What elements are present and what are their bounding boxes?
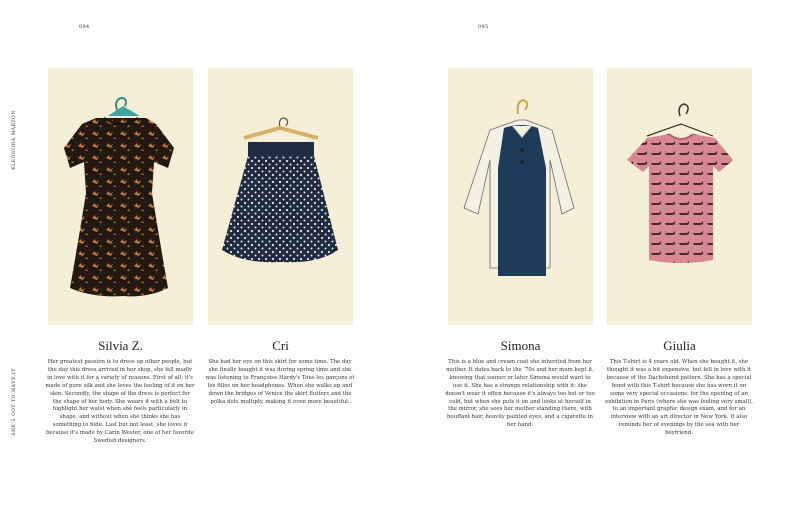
item-name-simona: Simona <box>500 338 541 353</box>
page-number-left: 094 <box>79 24 90 30</box>
item-name-silvia: Silvia Z. <box>98 338 143 353</box>
item-description-simona: This is a blue and cream coat she inherited from her mother. It dates back to the '70s and her mum kept it, knowing that sooner or later Simona would want to use it. She has a strange relationship with it: she doesn't wear it often because it's always too hot or too cold, but when she puts it on and looks at herself in the mirror, she sees her mother standing there, with bouffant hair, heavily painted eyes, and a cigarette in her hand. <box>445 359 595 429</box>
item-name-giulia: Giulia <box>663 338 696 353</box>
item-description-cri: She had her eye on this skirt for some time. The day she finally bought it was during spring time and she was listening to Françoise Hardy's Tous les garçons et les filles on her headphones. When she walks up and down the bridges of Venice the skirt flutters and the polka dots multiply, making it even more beautiful. <box>205 359 355 405</box>
item-description-giulia: This T-shirt is 4 years old. When she bought it, she thought it was a bit expensive, but fell in love with it because of the Dachshund pattern. She has a special bond with this T-shirt because she has worn it on some very special occasions: for the opening of an exhibition in Paris (where she was feeling very small), to an important graphic design exam, and for an interview with an art director in New York. It also reminds her of evenings by the sea with her boyfriend. <box>605 359 753 437</box>
author-credit: ELEONORA MARTON <box>12 110 17 170</box>
section-title: SHE'S GOT TO HAVE IT <box>12 368 17 436</box>
item-description-silvia: Her greatest passion is to dress up other people, but the day this dress arrived in her shop, she fell madly in love with it for a variety of reasons. First of all, it's made of pure silk and she loves the feeling of it on her skin. Secondly, the shape of the dress is perfect for the shape of her body. She wears it with a belt to highlight her waist when she feels particularly in shape, and without when she thinks she has something to hide. Last but not least, she loves it because it's made by Carin Wester, one of her favorite Swedish designers. <box>45 359 195 445</box>
illustration-dress <box>48 68 193 325</box>
item-name-cri: Cri <box>272 338 289 353</box>
illustration-coat <box>448 68 593 325</box>
page-number-right: 095 <box>478 24 489 30</box>
illustration-tshirt <box>607 68 752 325</box>
illustration-skirt <box>208 68 353 325</box>
